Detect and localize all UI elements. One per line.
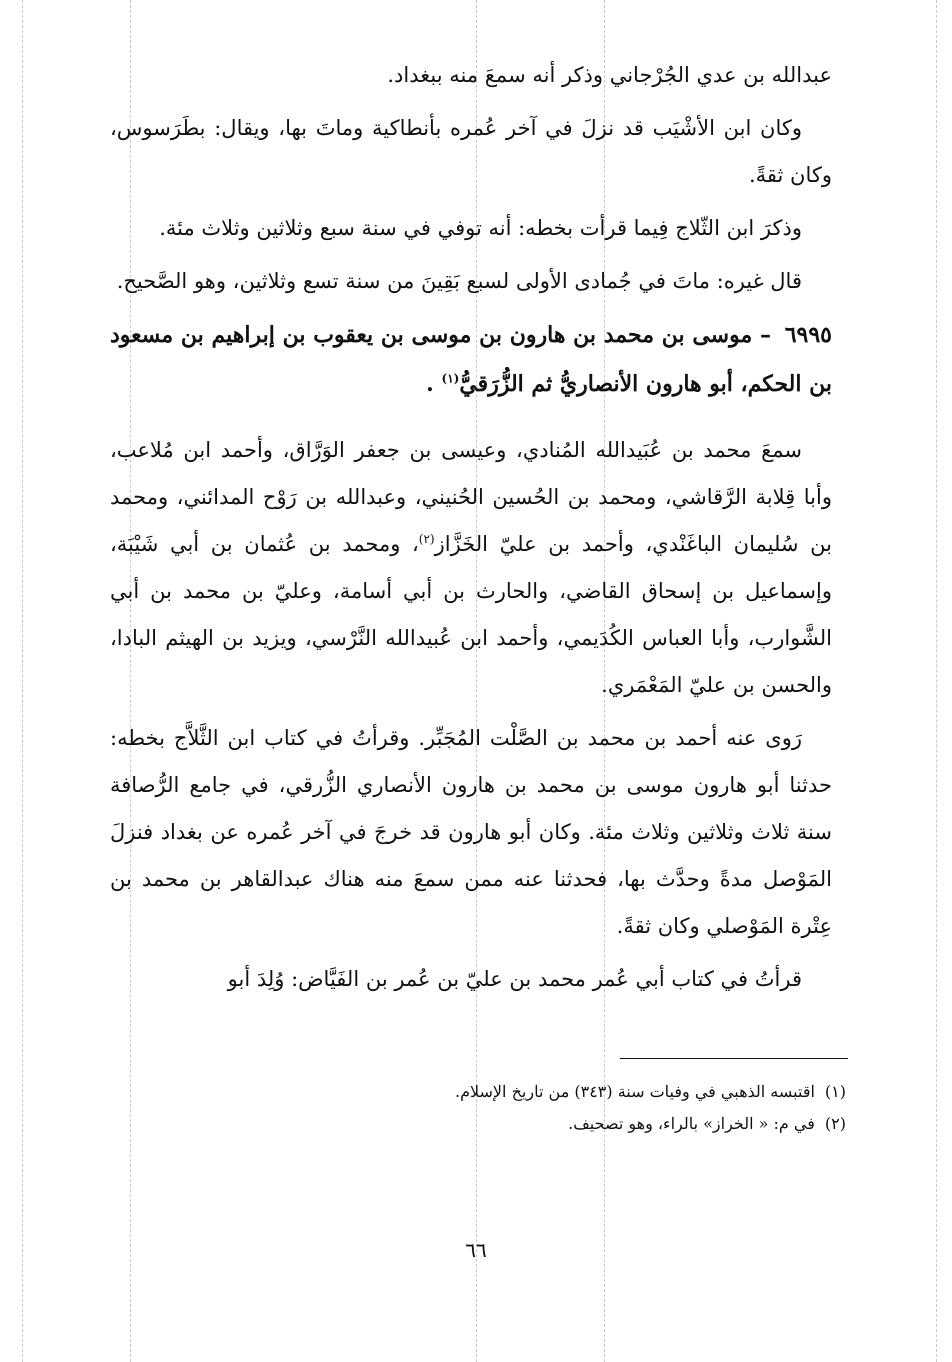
footnote-text: في م: « الخراز» بالراء، وهو تصحيف.: [568, 1114, 815, 1133]
paragraph-2: وكان ابن الأشْيَب قد نزلَ في آخر عُمره بأنطاكية وماتَ بها، ويقال: بطَرَسوس، وكان ثقةً.: [110, 116, 832, 187]
teachers-text-1: سمعَ محمد بن عُبَيدالله المُنادي، وعيسى بن جعفر الوَرَّاق، وأحمد ابن مُلاعب، وأبا قِلابة الرَّقاشي، ومحمد بن الحُسين الحُنيني، وعبدالله بن رَوْح المدائني، ومحمد بن سُليمان الباغَنْدي، وأحمد بن عليّ الخَزَّاز: [110, 438, 833, 556]
footnote-text: اقتبسه الذهبي في وفيات سنة (٣٤٣) من تاريخ الإسلام.: [454, 1082, 815, 1101]
footnote-2: [300, 1108, 846, 1140]
teachers-paragraph: [110, 427, 832, 709]
teachers-text-2: ، ومحمد بن عُثمان بن أبي شَيْبَة، وإسماعيل بن إسحاق القاضي، والحارث بن أبي أسامة، وعليّ بن محمد بن أبي الشَّوارب، وأبا العباس الكُدَيمي، وأحمد ابن عُبيدالله النَّرْسي، ويزيد بن الهيثم البادا، والحسن بن عليّ المَعْمَري.: [110, 532, 832, 697]
footnote-ref-2: (٢): [418, 532, 435, 546]
margin-guide-right: [936, 0, 937, 1362]
footnote-1: [300, 1076, 846, 1108]
footnote-mark: (٢): [824, 1114, 846, 1133]
footnote-separator: [620, 1058, 848, 1059]
students-paragraph: رَوى عنه أحمد بن محمد بن الصَّلْت المُجَبِّر. وقرأتُ في كتاب ابن الثَّلاَّج بخطه: حدثنا أبو هارون موسى بن محمد بن هارون الأنصاري الزُّرقي، في جامع الرُّصافة سنة ثلاث وثلاثين وثلاث مئة. وكان أبو هارون قد خرجَ في آخر عُمره عن بغداد فنزلَ المَوْصل مدةً وحدَّث بها، فحدثنا عنه ممن سمعَ منه هناك عبدالقاهر بن محمد بن عِتْرة المَوْصلي وكان ثقةً.: [110, 726, 832, 938]
page-body: [110, 52, 832, 1009]
footnote-ref-1: (١): [441, 371, 460, 386]
page-number: ٦٦: [465, 1238, 487, 1262]
margin-guide-left: [22, 0, 23, 1362]
footnote-mark: (١): [824, 1082, 846, 1101]
entry-number: ٦٩٩٥: [784, 322, 832, 348]
footnotes: [300, 1076, 846, 1140]
entry-end: .: [426, 371, 434, 397]
last-paragraph: قرأتُ في كتاب أبي عُمر محمد بن عليّ بن عُمر بن الفَيَّاض: وُلِدَ أبو: [227, 967, 802, 991]
biography-entry-heading: [110, 311, 832, 409]
paragraph-4: قال غيره: ماتَ في جُمادى الأولى لسبع بَقِينَ من سنة تسع وثلاثين، وهو الصَّحيح.: [116, 269, 802, 293]
paragraph-1: عبدالله بن عدي الجُرْجاني وذكر أنه سمعَ منه ببغداد.: [387, 63, 832, 87]
entry-title: – موسى بن محمد بن هارون بن موسى بن يعقوب بن إبراهيم بن مسعود بن الحكم، أبو هارون الأنصاريُّ ثم الزُّرَقيُّ: [110, 322, 832, 397]
paragraph-3: وذكرَ ابن الثّلاج فِيما قرأت بخطه: أنه توفي في سنة سبع وثلاثين وثلاث مئة.: [159, 216, 802, 240]
